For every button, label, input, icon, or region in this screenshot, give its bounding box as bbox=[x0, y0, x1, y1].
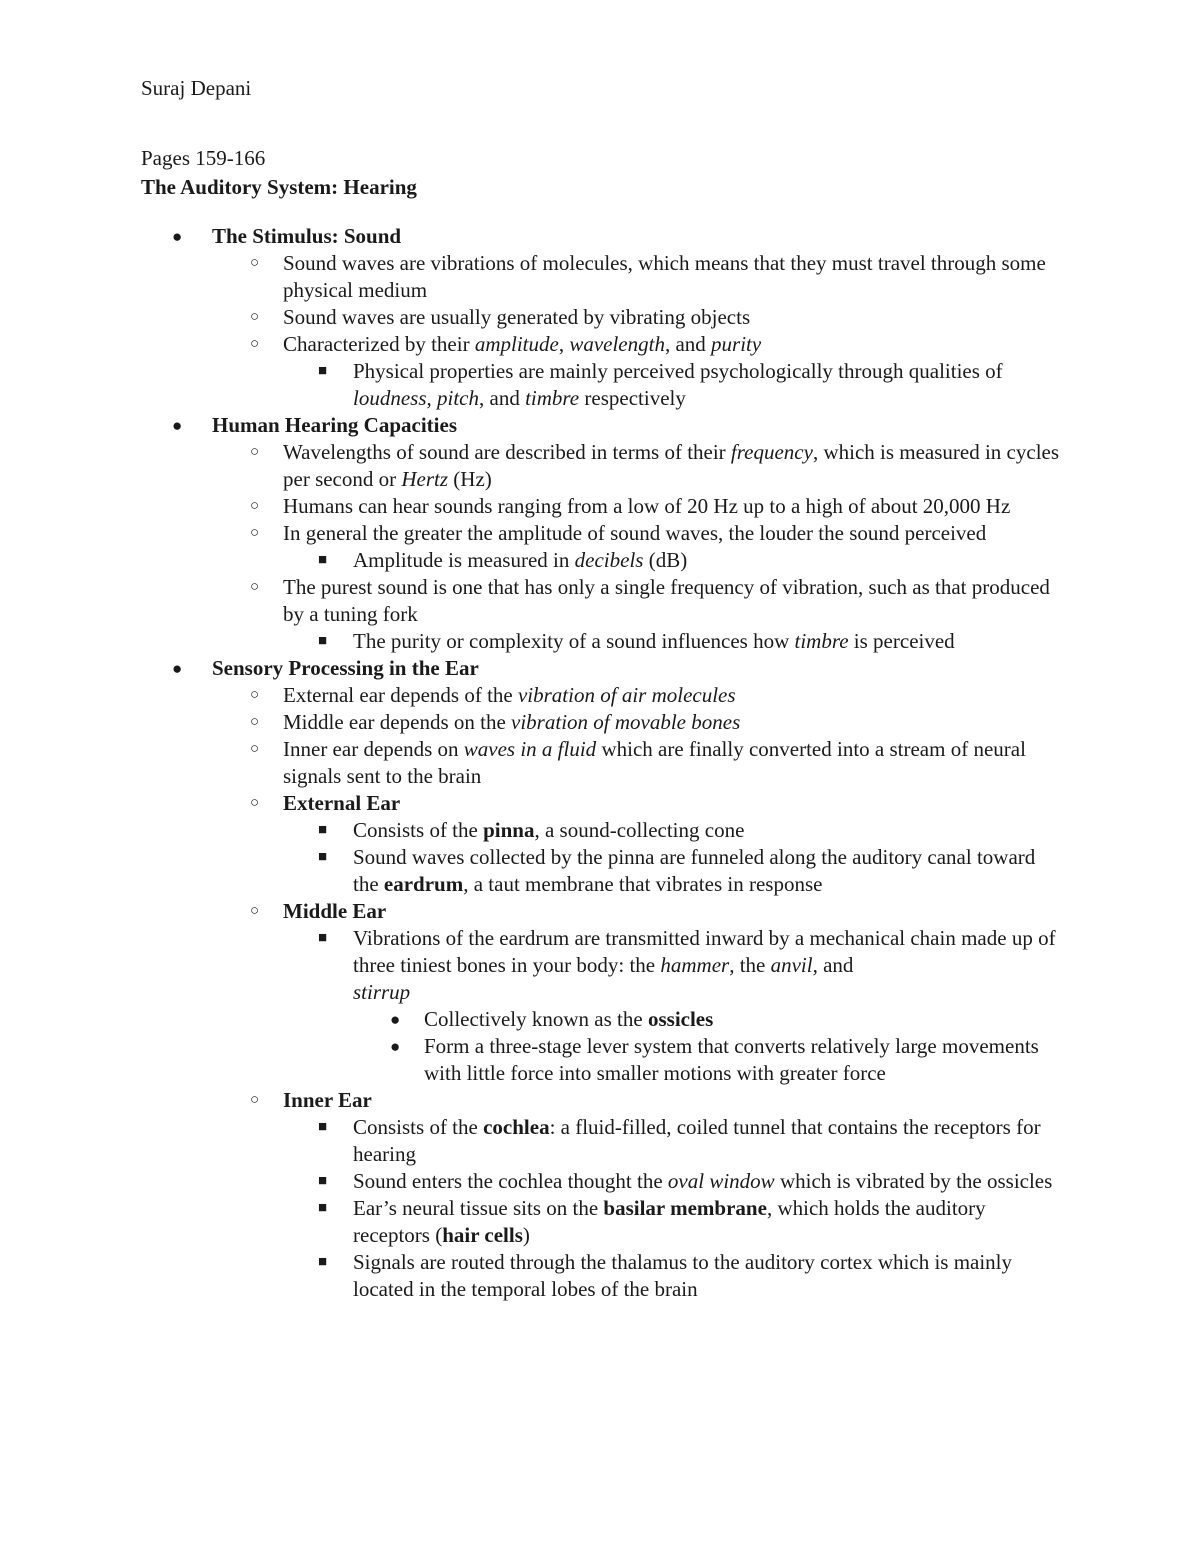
heading-text: The Stimulus: Sound bbox=[212, 224, 402, 248]
page-range: Pages 159-166 bbox=[141, 146, 266, 170]
bullet-square-icon: ■ bbox=[318, 633, 328, 649]
list-item bbox=[0, 736, 1200, 790]
bullet-square-icon: ■ bbox=[318, 1173, 328, 1189]
subheading-middle-ear bbox=[0, 898, 1200, 925]
bullet-disc-icon: ● bbox=[172, 227, 183, 246]
item-text: Characterized by their amplitude, wavelength, and purity bbox=[283, 332, 762, 356]
list-item bbox=[0, 358, 1200, 412]
bullet-circle-icon: ○ bbox=[250, 1092, 260, 1108]
item-text: The purity or complexity of a sound influences how timbre is perceived bbox=[353, 629, 955, 653]
list-item bbox=[0, 1168, 1200, 1195]
bullet-disc-icon: ● bbox=[172, 659, 183, 678]
item-text: Vibrations of the eardrum are transmitted inward by a mechanical chain made up of three tiniest bones in your body: the hammer, the anvil, and stirrup bbox=[353, 926, 1056, 1004]
list-item bbox=[0, 1249, 1200, 1303]
bullet-circle-icon: ○ bbox=[250, 525, 260, 541]
item-text: Middle ear depends on the vibration of movable bones bbox=[283, 710, 741, 734]
list-item bbox=[0, 1033, 1200, 1087]
list-item bbox=[0, 547, 1200, 574]
bullet-circle-icon: ○ bbox=[250, 741, 260, 757]
bullet-disc-icon: ● bbox=[390, 1010, 401, 1029]
bullet-circle-icon: ○ bbox=[250, 336, 260, 352]
list-item bbox=[0, 304, 1200, 331]
heading-text: Inner Ear bbox=[283, 1088, 372, 1112]
item-text: External ear depends of the vibration of air molecules bbox=[283, 683, 736, 707]
bullet-disc-icon: ● bbox=[390, 1037, 401, 1056]
item-text: Ear’s neural tissue sits on the basilar membrane, which holds the auditory receptors (hair cells) bbox=[353, 1196, 986, 1247]
notes-outline bbox=[0, 223, 1200, 1303]
bullet-circle-icon: ○ bbox=[250, 687, 260, 703]
heading-text: External Ear bbox=[283, 791, 401, 815]
item-text: Inner ear depends on waves in a fluid which are finally converted into a stream of neural signals sent to the brain bbox=[283, 737, 1026, 788]
list-item bbox=[0, 1006, 1200, 1033]
bullet-circle-icon: ○ bbox=[250, 498, 260, 514]
item-text: In general the greater the amplitude of sound waves, the louder the sound perceived bbox=[283, 521, 987, 545]
bullet-circle-icon: ○ bbox=[250, 444, 260, 460]
subheading-external-ear bbox=[0, 790, 1200, 817]
heading-text: Human Hearing Capacities bbox=[212, 413, 457, 437]
item-text: Wavelengths of sound are described in terms of their frequency, which is measured in cycles per second or Hertz (Hz) bbox=[283, 440, 1060, 491]
list-item bbox=[0, 925, 1200, 1006]
list-item bbox=[0, 682, 1200, 709]
item-text: Sound enters the cochlea thought the oval window which is vibrated by the ossicles bbox=[353, 1169, 1053, 1193]
section-heading-processing bbox=[0, 655, 1200, 682]
heading-text: Sensory Processing in the Ear bbox=[212, 656, 479, 680]
document-title: The Auditory System: Hearing bbox=[141, 175, 417, 199]
item-text: Sound waves are vibrations of molecules, which means that they must travel through some physical medium bbox=[283, 251, 1046, 302]
bullet-circle-icon: ○ bbox=[250, 795, 260, 811]
list-item bbox=[0, 331, 1200, 358]
bullet-square-icon: ■ bbox=[318, 1119, 328, 1135]
list-item bbox=[0, 628, 1200, 655]
bullet-square-icon: ■ bbox=[318, 363, 328, 379]
section-heading-stimulus bbox=[0, 223, 1200, 250]
item-text: Consists of the pinna, a sound-collecting cone bbox=[353, 818, 745, 842]
bullet-circle-icon: ○ bbox=[250, 714, 260, 730]
list-item bbox=[0, 1195, 1200, 1249]
subheading-inner-ear bbox=[0, 1087, 1200, 1114]
bullet-disc-icon: ● bbox=[172, 416, 183, 435]
author-name: Suraj Depani bbox=[141, 76, 252, 100]
list-item bbox=[0, 709, 1200, 736]
bullet-square-icon: ■ bbox=[318, 552, 328, 568]
item-text: Amplitude is measured in decibels (dB) bbox=[353, 548, 688, 572]
list-item bbox=[0, 493, 1200, 520]
list-item bbox=[0, 250, 1200, 304]
bullet-square-icon: ■ bbox=[318, 1200, 328, 1216]
bullet-circle-icon: ○ bbox=[250, 309, 260, 325]
item-text: Humans can hear sounds ranging from a low of 20 Hz up to a high of about 20,000 Hz bbox=[283, 494, 1011, 518]
item-text: Signals are routed through the thalamus to the auditory cortex which is mainly located in the temporal lobes of the brain bbox=[353, 1250, 1013, 1301]
item-text: The purest sound is one that has only a single frequency of vibration, such as that produced by a tuning fork bbox=[283, 575, 1050, 626]
section-heading-capacities bbox=[0, 412, 1200, 439]
bullet-square-icon: ■ bbox=[318, 1254, 328, 1270]
list-item bbox=[0, 574, 1200, 628]
bullet-square-icon: ■ bbox=[318, 849, 328, 865]
bullet-circle-icon: ○ bbox=[250, 579, 260, 595]
item-text: Sound waves collected by the pinna are funneled along the auditory canal toward the eardrum, a taut membrane that vibrates in response bbox=[353, 845, 1036, 896]
item-text: Collectively known as the ossicles bbox=[424, 1007, 714, 1031]
list-item bbox=[0, 439, 1200, 493]
item-text: Form a three-stage lever system that converts relatively large movements with little force into smaller motions with greater force bbox=[424, 1034, 1039, 1085]
list-item bbox=[0, 817, 1200, 844]
list-item bbox=[0, 844, 1200, 898]
bullet-circle-icon: ○ bbox=[250, 903, 260, 919]
bullet-circle-icon: ○ bbox=[250, 255, 260, 271]
item-text: Physical properties are mainly perceived psychologically through qualities of loudness, pitch, and timbre respectively bbox=[353, 359, 1003, 410]
heading-text: Middle Ear bbox=[283, 899, 387, 923]
item-text: Sound waves are usually generated by vibrating objects bbox=[283, 305, 751, 329]
item-text: Consists of the cochlea: a fluid-filled, coiled tunnel that contains the receptors for hearing bbox=[353, 1115, 1041, 1166]
list-item bbox=[0, 1114, 1200, 1168]
bullet-square-icon: ■ bbox=[318, 930, 328, 946]
bullet-square-icon: ■ bbox=[318, 822, 328, 838]
list-item bbox=[0, 520, 1200, 547]
